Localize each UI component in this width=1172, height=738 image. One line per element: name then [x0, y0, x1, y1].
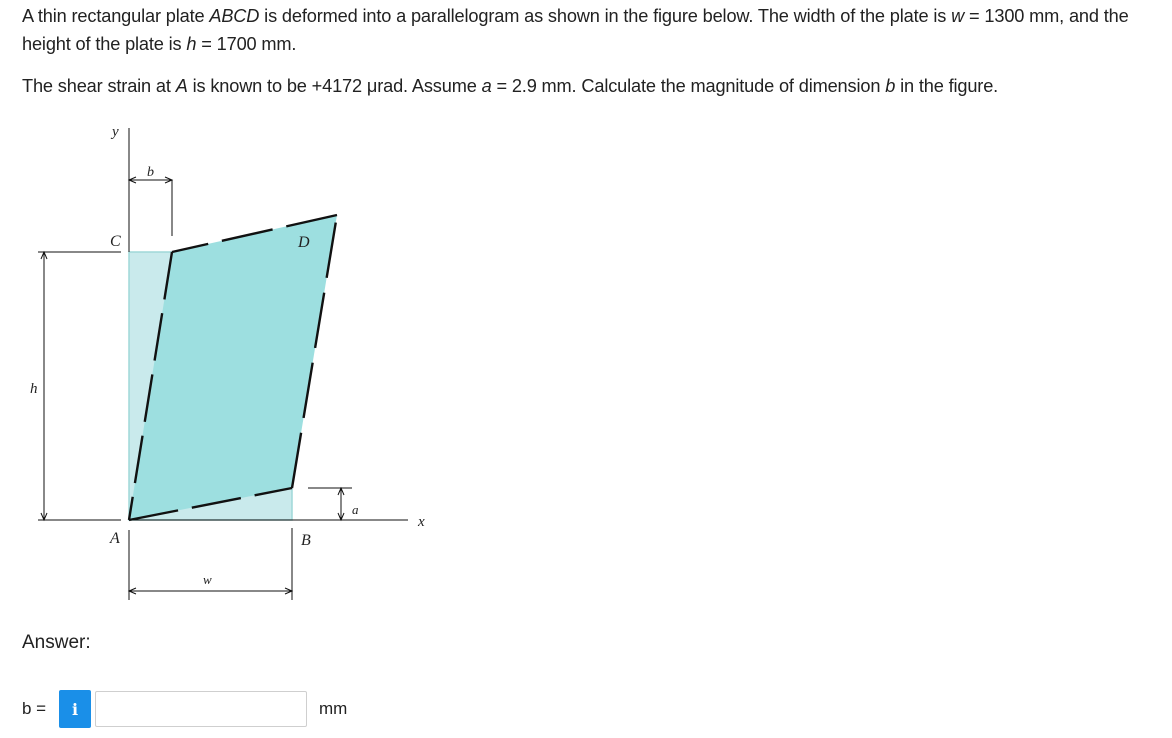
point-c-label: C	[110, 233, 121, 250]
question-text	[22, 2, 1167, 100]
answer-input[interactable]	[95, 691, 307, 727]
question-paragraph-1: A thin rectangular plate ABCD is deformed into a parallelogram as shown in the figure below. The width of the plate is w = 1300 mm, and the height of the plate is h = 1700 mm.	[22, 6, 1129, 54]
b-dimension	[129, 177, 172, 236]
info-icon[interactable]: i	[59, 690, 91, 728]
answer-row	[22, 689, 347, 729]
h-dimension	[38, 252, 121, 520]
w-dimension	[129, 528, 292, 600]
answer-variable-label: b =	[22, 699, 47, 718]
answer-unit: mm	[319, 699, 348, 718]
question-paragraph-2: The shear strain at A is known to be +4172 μrad. Assume a = 2.9 mm. Calculate the magnitude of dimension b in the figure.	[22, 76, 999, 96]
point-d-label: D	[298, 234, 310, 251]
point-a-label: A	[110, 530, 120, 547]
x-axis-label: x	[418, 514, 425, 530]
a-label: a	[352, 502, 359, 517]
answer-label: Answer:	[22, 632, 91, 653]
point-b-label: B	[301, 532, 311, 549]
w-label: w	[203, 572, 212, 587]
plate-deformation-figure	[0, 112, 460, 612]
b-label: b	[147, 165, 154, 180]
y-axis-label: y	[112, 124, 119, 140]
h-label: h	[30, 381, 38, 397]
a-dimension	[308, 488, 352, 520]
